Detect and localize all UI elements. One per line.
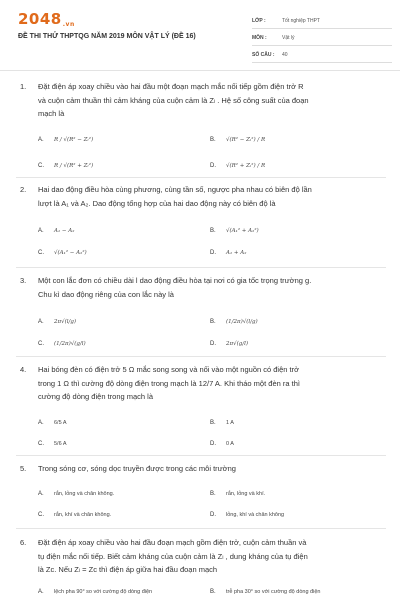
question-number: 2. — [20, 185, 27, 194]
option-b[interactable] — [210, 225, 259, 237]
option-a[interactable] — [38, 134, 93, 146]
meta-row-count — [252, 48, 392, 63]
exam-title: ĐỀ THI THỬ THPTQG NĂM 2019 MÔN VẬT LÝ (ĐỀ 16) — [18, 33, 196, 40]
option-b[interactable] — [210, 316, 258, 328]
option-d[interactable] — [210, 509, 284, 521]
question-number: 5. — [20, 464, 27, 473]
option-d[interactable] — [210, 338, 248, 350]
question-line: Đặt điện áp xoay chiều vào hai đầu đoạn mạch gồm điện trở, cuộn cảm thuần và — [38, 538, 307, 547]
option-c[interactable] — [38, 509, 111, 521]
meta-value: Vật lý — [282, 35, 295, 41]
option-text: trễ pha 30° so với cường độ dòng điện — [226, 589, 321, 595]
option-text: 0 A — [226, 441, 234, 447]
question-line: Chu kì dao động riêng của con lắc này là — [38, 289, 174, 299]
option-letter: D. — [210, 250, 216, 256]
meta-row-subject — [252, 31, 392, 46]
option-letter: C. — [38, 441, 44, 447]
option-b[interactable] — [210, 134, 265, 146]
option-text: A₁ + A₂ — [226, 250, 247, 256]
question-line: mạch là — [38, 109, 65, 118]
option-letter: A. — [38, 589, 44, 595]
question-text — [38, 462, 383, 476]
question-line: Hai bóng đèn có điện trở 5 Ω mắc song song và nối vào một nguồn có điện trở — [38, 365, 300, 374]
option-a[interactable] — [38, 586, 152, 598]
option-letter: D. — [210, 341, 216, 347]
option-a[interactable] — [38, 316, 76, 328]
option-d[interactable] — [210, 247, 246, 259]
option-text: √(A₁² + A₂²) — [226, 228, 259, 234]
brand-text: 2048 — [18, 10, 62, 28]
option-text: (1/2π)√(l/g) — [226, 319, 258, 325]
question-number: 6. — [20, 538, 27, 547]
option-c[interactable] — [38, 247, 87, 259]
header-divider — [0, 70, 400, 71]
option-letter: A. — [38, 491, 44, 497]
option-text: √(A₁² − A₂²) — [54, 250, 87, 256]
option-text: A₁ − A₂ — [54, 228, 75, 234]
question-text — [38, 274, 383, 301]
option-b[interactable] — [210, 417, 234, 429]
question-line: là Zᴄ. Nếu Zₗ = Zᴄ thì điện áp giữa hai đầu đoạn mạch — [38, 565, 218, 574]
question-line: tụ điện mắc nối tiếp. Biết cảm kháng của cuộn cảm là Zₗ , dung kháng của tụ điện — [38, 551, 308, 561]
option-text: rắn, lỏng và khí. — [226, 491, 266, 497]
option-letter: C. — [38, 512, 44, 518]
meta-row-class — [252, 14, 392, 29]
meta-value: Tốt nghiệp THPT — [282, 18, 320, 24]
option-text: 2π√(l/g) — [54, 319, 77, 325]
option-text: 6/5 A — [54, 420, 67, 426]
option-a[interactable] — [38, 225, 74, 237]
question-line: và cuộn cảm thuần thì cảm kháng của cuộn cảm là Zₗ . Hệ số công suất của đoạn — [38, 95, 309, 105]
meta-key: LỚP : — [252, 18, 266, 24]
option-text: 5/6 A — [54, 441, 67, 447]
option-letter: D. — [210, 512, 216, 518]
question-number: 3. — [20, 276, 27, 285]
option-text: √(R² + Zₗ²) / R — [226, 163, 266, 169]
option-text: 2π√(g/l) — [226, 341, 249, 347]
option-c[interactable] — [38, 438, 67, 450]
question-line: lượt là A₁ và A₂. Dao động tổng hợp của hai dao động này có biên độ là — [38, 198, 276, 208]
meta-key: SỐ CÂU : — [252, 52, 275, 58]
option-c[interactable] — [38, 338, 86, 350]
option-letter: B. — [210, 420, 216, 426]
option-letter: B. — [210, 137, 216, 143]
option-letter: A. — [38, 319, 44, 325]
option-letter: C. — [38, 250, 44, 256]
question-separator — [16, 455, 386, 456]
meta-key: MÔN : — [252, 35, 267, 41]
option-a[interactable] — [38, 488, 114, 500]
question-line: Đặt điện áp xoay chiều vào hai đầu một đoạn mạch mắc nối tiếp gồm điện trở R — [38, 82, 304, 91]
option-letter: B. — [210, 491, 216, 497]
question-line: Hai dao động điều hòa cùng phương, cùng tần số, ngược pha nhau có biên độ lần — [38, 185, 312, 194]
option-a[interactable] — [38, 417, 67, 429]
option-d[interactable] — [210, 160, 265, 172]
page-header — [0, 0, 400, 70]
option-letter: C. — [38, 341, 44, 347]
question-line: Trong sóng cơ, sóng dọc truyền được trong các môi trường — [38, 464, 236, 473]
site-logo[interactable] — [18, 10, 75, 28]
option-letter: A. — [38, 137, 44, 143]
option-text: lệch pha 90° so với cường độ dòng điện — [54, 589, 153, 595]
option-text: √(R² − Zₗ²) / R — [226, 137, 266, 143]
question-line: cường độ dòng điện trong mạch là — [38, 392, 154, 401]
question-text — [38, 536, 383, 577]
option-letter: B. — [210, 228, 216, 234]
option-c[interactable] — [38, 160, 93, 172]
question-separator — [16, 528, 386, 529]
question-line: Một con lắc đơn có chiều dài l dao động điều hòa tại nơi có gia tốc trọng trường g. — [38, 276, 312, 285]
option-text: rắn, khí và chân không. — [54, 512, 112, 518]
question-line: trong 1 Ω thì cường độ dòng điện trong mạch là 12/7 A. Khi tháo một đèn ra thì — [38, 378, 300, 388]
question-text — [38, 363, 383, 404]
option-letter: B. — [210, 589, 216, 595]
question-separator — [16, 356, 386, 357]
brand-suffix: .vn — [62, 21, 75, 28]
option-letter: A. — [38, 420, 44, 426]
option-letter: B. — [210, 319, 216, 325]
question-text — [38, 183, 383, 210]
option-text: lỏng, khí và chân không — [226, 512, 285, 518]
option-text: R / √(R² − Zₗ²) — [54, 137, 94, 143]
option-text: R / √(R² + Zₗ²) — [54, 163, 94, 169]
option-d[interactable] — [210, 438, 234, 450]
question-separator — [16, 177, 386, 178]
option-text: rắn, lỏng và chân không. — [54, 491, 115, 497]
option-letter: A. — [38, 228, 44, 234]
option-b[interactable] — [210, 488, 265, 500]
meta-value: 40 — [282, 52, 288, 58]
question-number: 4. — [20, 365, 27, 374]
option-b[interactable] — [210, 586, 320, 598]
option-letter: D. — [210, 163, 216, 169]
question-separator — [16, 267, 386, 268]
exam-meta — [252, 14, 392, 65]
option-text: (1/2π)√(g/l) — [54, 341, 86, 347]
option-letter: C. — [38, 163, 44, 169]
option-text: 1 A — [226, 420, 234, 426]
question-number: 1. — [20, 82, 27, 91]
question-text — [38, 80, 383, 121]
option-letter: D. — [210, 441, 216, 447]
